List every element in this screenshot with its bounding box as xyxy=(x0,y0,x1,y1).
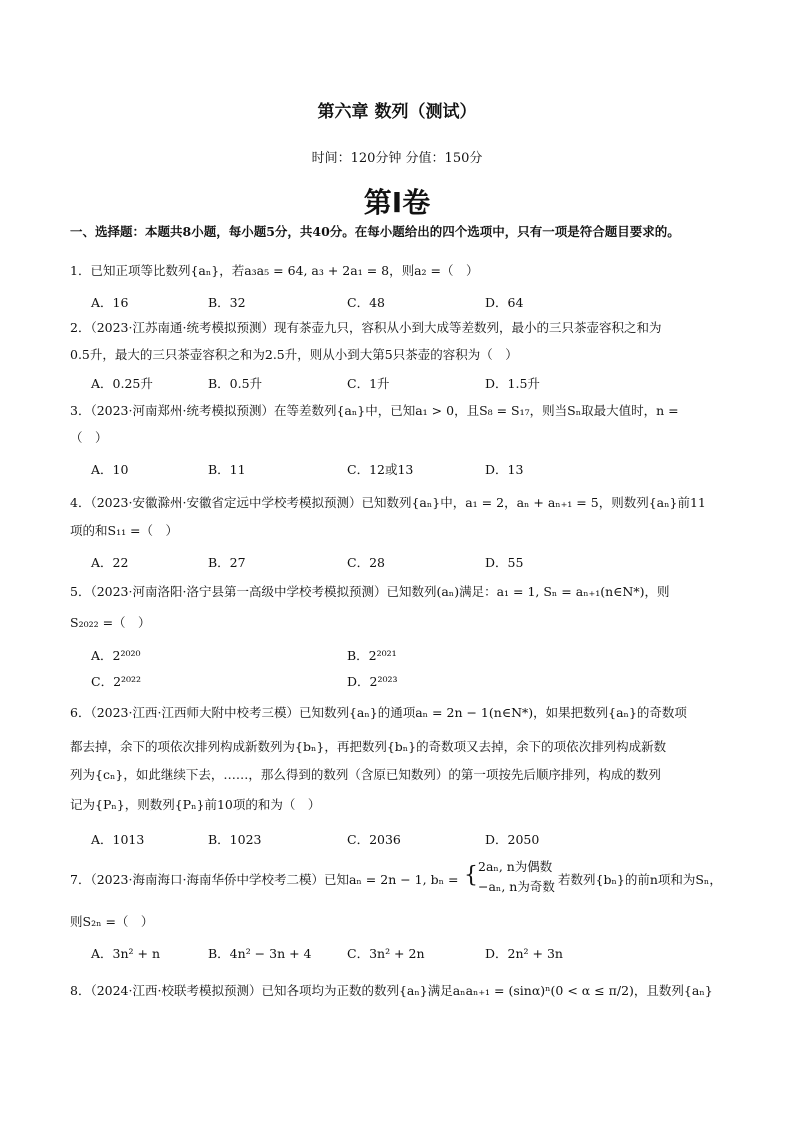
section-heading: 一、选择题：本题共8小题，每小题5分，共40分。在每小题给出的四个选项中，只有一项是符合题目要求的。 xyxy=(70,224,680,239)
q4-option-b: B．27 xyxy=(208,555,246,570)
q2-option-d: D．1.5升 xyxy=(485,376,540,391)
question-2-line-2: 0.5升，最大的三只茶壶容积之和为2.5升，则从小到大第5只茶壶的容积为（ ） xyxy=(70,347,518,362)
q7-option-b: B．4n² − 3n + 4 xyxy=(208,946,312,961)
question-4-line-2: 项的和S₁₁ =（ ） xyxy=(70,523,179,538)
piecewise-even-case: 2aₙ, n为偶数 xyxy=(478,859,553,874)
question-7-tail: 若数列{bₙ}的前n项和为Sₙ， xyxy=(558,872,722,887)
q4-option-d: D．55 xyxy=(485,555,524,570)
q6-option-d: D．2050 xyxy=(485,832,540,847)
q6-option-a: A．1013 xyxy=(91,832,145,847)
q1-option-b: B．32 xyxy=(208,295,246,310)
question-7-line-1: 7．（2023·海南海口·海南华侨中学校考二模）已知aₙ = 2n − 1, bₙ = xyxy=(70,872,459,887)
exam-meta: 时间：120分钟 分值：150分 xyxy=(311,151,483,166)
q1-option-d: D．64 xyxy=(485,295,524,310)
q2-option-b: B．0.5升 xyxy=(208,376,263,391)
q1-option-c: C．48 xyxy=(347,295,385,310)
q7-option-d: D．2n² + 3n xyxy=(485,946,563,961)
q5-option-c: C．2²⁰²² xyxy=(91,674,142,689)
question-2-line-1: 2．（2023·江苏南通·统考模拟预测）现有茶壶九只，容积从小到大成等差数列，最小的三只茶壶容积之和为 xyxy=(70,320,662,335)
q6-option-b: B．1023 xyxy=(208,832,262,847)
question-6-line-3: 列为{cₙ}，如此继续下去，……，那么得到的数列（含原已知数列）的第一项按先后顺序排列，构成的数列 xyxy=(70,767,661,782)
q5-option-d: D．2²⁰²³ xyxy=(347,674,398,689)
q2-option-a: A．0.25升 xyxy=(91,376,153,391)
page-title: 第六章 数列（测试） xyxy=(317,102,477,122)
question-6-line-2: 都去掉，余下的项依次排列构成新数列为{bₙ}，再把数列{bₙ}的奇数项又去掉，余下的项依次排列构成新数 xyxy=(70,739,667,754)
question-6-line-4: 记为{Pₙ}，则数列{Pₙ}前10项的和为（ ） xyxy=(70,797,321,812)
question-1-text: 1．已知正项等比数列{aₙ}，若a₃a₅ = 64, a₃ + 2a₁ = 8，则a₂ =（ ） xyxy=(70,263,479,278)
question-3-line-2: （ ） xyxy=(70,430,108,445)
q1-option-a: A．16 xyxy=(91,295,129,310)
q4-option-a: A．22 xyxy=(91,555,129,570)
q7-option-c: C．3n² + 2n xyxy=(347,946,425,961)
question-5-line-2: S₂₀₂₂ =（ ） xyxy=(70,615,151,630)
q3-option-c: C．12或13 xyxy=(347,462,414,477)
q3-option-b: B．11 xyxy=(208,462,246,477)
question-5-line-1: 5．（2023·河南洛阳·洛宁县第一高级中学校考模拟预测）已知数列(aₙ)满足：a₁ = 1, Sₙ = aₙ₊₁(n∈N*)，则 xyxy=(70,584,670,599)
question-4-line-1: 4．（2023·安徽滁州·安徽省定远中学校考模拟预测）已知数列{aₙ}中，a₁ = 2，aₙ + aₙ₊₁ = 5，则数列{aₙ}前11 xyxy=(70,495,706,510)
q7-option-a: A．3n² + n xyxy=(91,946,161,961)
question-8-line-1: 8．（2024·江西·校联考模拟预测）已知各项均为正数的数列{aₙ}满足aₙaₙ₊₁ = (sinα)ⁿ(0 < α ≤ π/2)，且数列{aₙ} xyxy=(70,983,713,998)
q3-option-a: A．10 xyxy=(91,462,129,477)
question-3-line-1: 3．（2023·河南郑州·统考模拟预测）在等差数列{aₙ}中，已知a₁ > 0，且S₈ = S₁₇，则当Sₙ取最大值时，n = xyxy=(70,403,679,418)
q5-option-a: A．2²⁰²⁰ xyxy=(91,648,141,663)
q3-option-d: D．13 xyxy=(485,462,524,477)
q4-option-c: C．28 xyxy=(347,555,385,570)
q2-option-c: C．1升 xyxy=(347,376,390,391)
volume-heading: 第I卷 xyxy=(363,186,431,219)
question-7-line-2: 则S₂ₙ =（ ） xyxy=(70,914,154,929)
piecewise-odd-case: −aₙ, n为奇数 xyxy=(478,879,555,894)
piecewise-brace: { xyxy=(464,863,478,888)
q5-option-b: B．2²⁰²¹ xyxy=(347,648,397,663)
q6-option-c: C．2036 xyxy=(347,832,401,847)
question-6-line-1: 6．（2023·江西·江西师大附中校考三模）已知数列{aₙ}的通项aₙ = 2n − 1(n∈N*)，如果把数列{aₙ}的奇数项 xyxy=(70,705,687,720)
